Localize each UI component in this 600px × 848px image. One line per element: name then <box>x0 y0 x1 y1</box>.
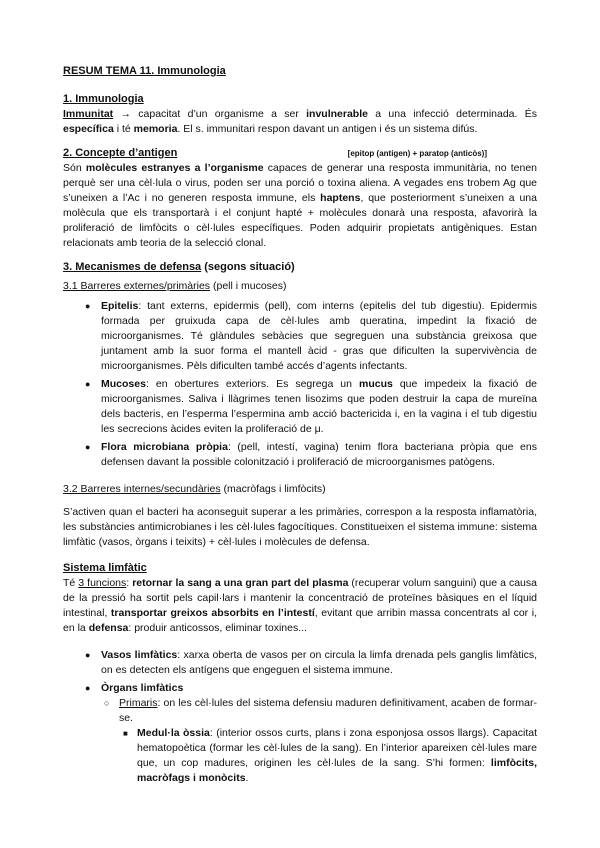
document-body <box>63 64 537 786</box>
sistema-limfatic-list <box>63 648 537 786</box>
subsection-3-1 <box>63 279 537 294</box>
list-item <box>63 681 537 696</box>
text-run: , evitant que arribin massa concentrats al cor i, en la <box>63 607 537 634</box>
text-run: : xarxa oberta de vasos per on circula la limfa drenada pels ganglis limfàtics, on es detecten els antígens que engeguen el sistema immune. <box>101 649 538 676</box>
list-item <box>63 648 537 678</box>
section-2-heading-row <box>63 146 537 161</box>
bold-run: transportar greixos absorbits en l’intestí <box>110 607 315 619</box>
sistema-limfatic-paragraph <box>63 576 537 636</box>
bold-run: Vasos limfàtics <box>101 649 178 661</box>
bold-run: haptens <box>320 192 361 204</box>
immunitat-term: Immunitat <box>63 108 114 120</box>
bold-run: Epitelis <box>101 300 139 312</box>
section-2-heading: 2. Concepte d’antigen <box>63 147 178 159</box>
bold-run: Òrgans limfàtics <box>101 682 184 694</box>
text-run: . <box>245 772 249 784</box>
subsection-3-1-suffix: (pell i mucoses) <box>210 280 287 292</box>
text-run: : <box>126 577 133 589</box>
text-run: : on les cèl·lules del sistema defensiu maduren definitivament, acaben de formar-se. <box>119 697 537 724</box>
list-item <box>63 696 537 726</box>
subsection-3-2-paragraph: S’activen quan el bacteri ha aconseguit superar a les primàries, correspon a la resposta inflamatòria, les substàncies antimicrobianes i les cèl·lules fagocítiques. Constitueixen el sistema immune: sistema limfàtic (vasos, òrgans i teixits) + cèl·lules i molècules de defensa. <box>63 506 537 548</box>
square-bullet-icon: ■ <box>123 729 128 738</box>
text-run: : tant externs, epidermis (pell), com interns (epitelis del tub digestiu). Epidermis formada per gruixuda capa de cèl·lules amb queratina, impedint la fixació de microorganismes. Té glàndules sebàcies que segreguen una substància greixosa que juntament amb la suor forma el mantell àcid - gras que dificulten la supervivència de microorganismes. Pèls dificulten també accés d’agents infectants. <box>101 300 537 372</box>
bullet-icon: ● <box>85 379 91 389</box>
subsection-3-1-title: 3.1 Barreres externes/primàries <box>63 280 211 292</box>
underline-run: Primaris <box>119 697 158 709</box>
bullet-icon: ● <box>85 301 91 311</box>
bold-run: Mucoses <box>101 378 146 390</box>
text-run: : (pell, intestí, vagina) tenim flora bacteriana pròpia que ens defensen davant la possible colonització i proliferació de microorganismes patògens. <box>101 441 537 468</box>
section-1-heading-text: 1. Immunologia <box>63 93 144 105</box>
text-run: que impedeix la fixació de microorganismes. Saliva i llàgrimes tenen lisozims que poden destruir la capa de mureïna dels bacteris, en l’esperma l’espermina amb acció bactericida i, en la vagina i el tub digestiu les secrecions àcides eviten la proliferació de μ. <box>101 378 537 435</box>
section-3-heading-suffix: (segons situació) <box>201 261 295 273</box>
list-item <box>63 440 537 470</box>
text-run: : en obertures exteriors. Es segrega un <box>145 378 359 390</box>
section-1-heading <box>63 92 537 107</box>
text-run: : produir anticossos, eliminar toxines... <box>128 622 307 634</box>
bold-run: invulnerable <box>306 108 368 120</box>
bullet-icon: ● <box>85 683 91 693</box>
bullet-icon: ● <box>85 650 91 660</box>
text-run: : (interior ossos curts, plans i zona esponjosa ossos llargs). Capacitat hematopoètica (formar les cèl·lules de la sang). En l’interior apareixen cèl·lules mare que, un cop madures, originen les cèl·lules de la sang. S’hi formen: <box>137 727 537 769</box>
section-3-heading-text: 3. Mecanismes de defensa <box>63 261 202 273</box>
epitop-note: [epitop (antigen) + paratop (anticòs)] <box>347 149 487 158</box>
list-item <box>63 299 537 374</box>
text-run: a una infecció determinada. És <box>367 108 537 120</box>
bold-run: limfòcits, macròfags i monòcits <box>137 757 537 784</box>
section-3-heading <box>63 260 537 275</box>
barreres-externes-list <box>63 299 537 470</box>
subsection-3-2 <box>63 482 537 497</box>
text-run: (recuperar volum sanguini) que a causa de la pressió ha sortit pels capil·lars i mantenir la concentració de proteïnes bàsiques en el líquid intestinal, <box>63 577 537 619</box>
underline-run: 3 funcions <box>78 577 127 589</box>
text-run: → capacitat d’un organisme a ser <box>113 108 307 120</box>
text-run: Són <box>63 162 86 174</box>
list-item <box>63 377 537 437</box>
document-title: RESUM TEMA 11. Immunologia <box>63 65 226 77</box>
bold-run: memoria <box>133 123 178 135</box>
circle-bullet-icon: ○ <box>104 698 110 708</box>
section-2-paragraph <box>63 161 537 251</box>
text-run: , que posteriorment s’uneixen a una molècula que els transportarà i el conjunt hapté + molècules donarà una resposta, afavorirà la proliferació de limfòcits o cèl·lules específiques. Poden adquirir propietats antigèniques. Estan relacionats amb teoria de la selecció clonal. <box>63 192 537 249</box>
bold-run: molècules estranyes a l’organisme <box>85 162 264 174</box>
bullet-icon: ● <box>85 442 91 452</box>
text-run: capaces de generar una resposta immunitària, no tenen perquè ser una cèl·lula o virus, poden ser una porció o toxina aliena. A vegades ens trobem Ag que s’uneixen a l’Ac i no generen resposta immune, els <box>63 162 537 204</box>
bold-run: específica <box>63 123 114 135</box>
bold-run: Flora microbiana pròpia <box>101 441 228 453</box>
text-run: Té <box>63 577 79 589</box>
subsection-3-2-title: 3.2 Barreres internes/secundàries <box>63 483 221 495</box>
section-1-paragraph <box>63 107 537 137</box>
list-item <box>63 726 537 786</box>
sistema-limfatic-heading-text: Sistema limfàtic <box>63 562 147 574</box>
text-run: i té <box>113 123 134 135</box>
sistema-limfatic-heading <box>63 561 537 576</box>
subsection-3-2-suffix: (macròfags i limfòcits) <box>220 483 326 495</box>
bold-run: retornar la sang a una gran part del plasma <box>132 577 349 589</box>
bold-run: defensa <box>88 622 129 634</box>
bold-run: mucus <box>358 378 393 390</box>
bold-run: Medul·la òssia <box>137 727 210 739</box>
text-run: . El s. immunitari respon davant un antigen i és un sistema difús. <box>177 123 478 135</box>
